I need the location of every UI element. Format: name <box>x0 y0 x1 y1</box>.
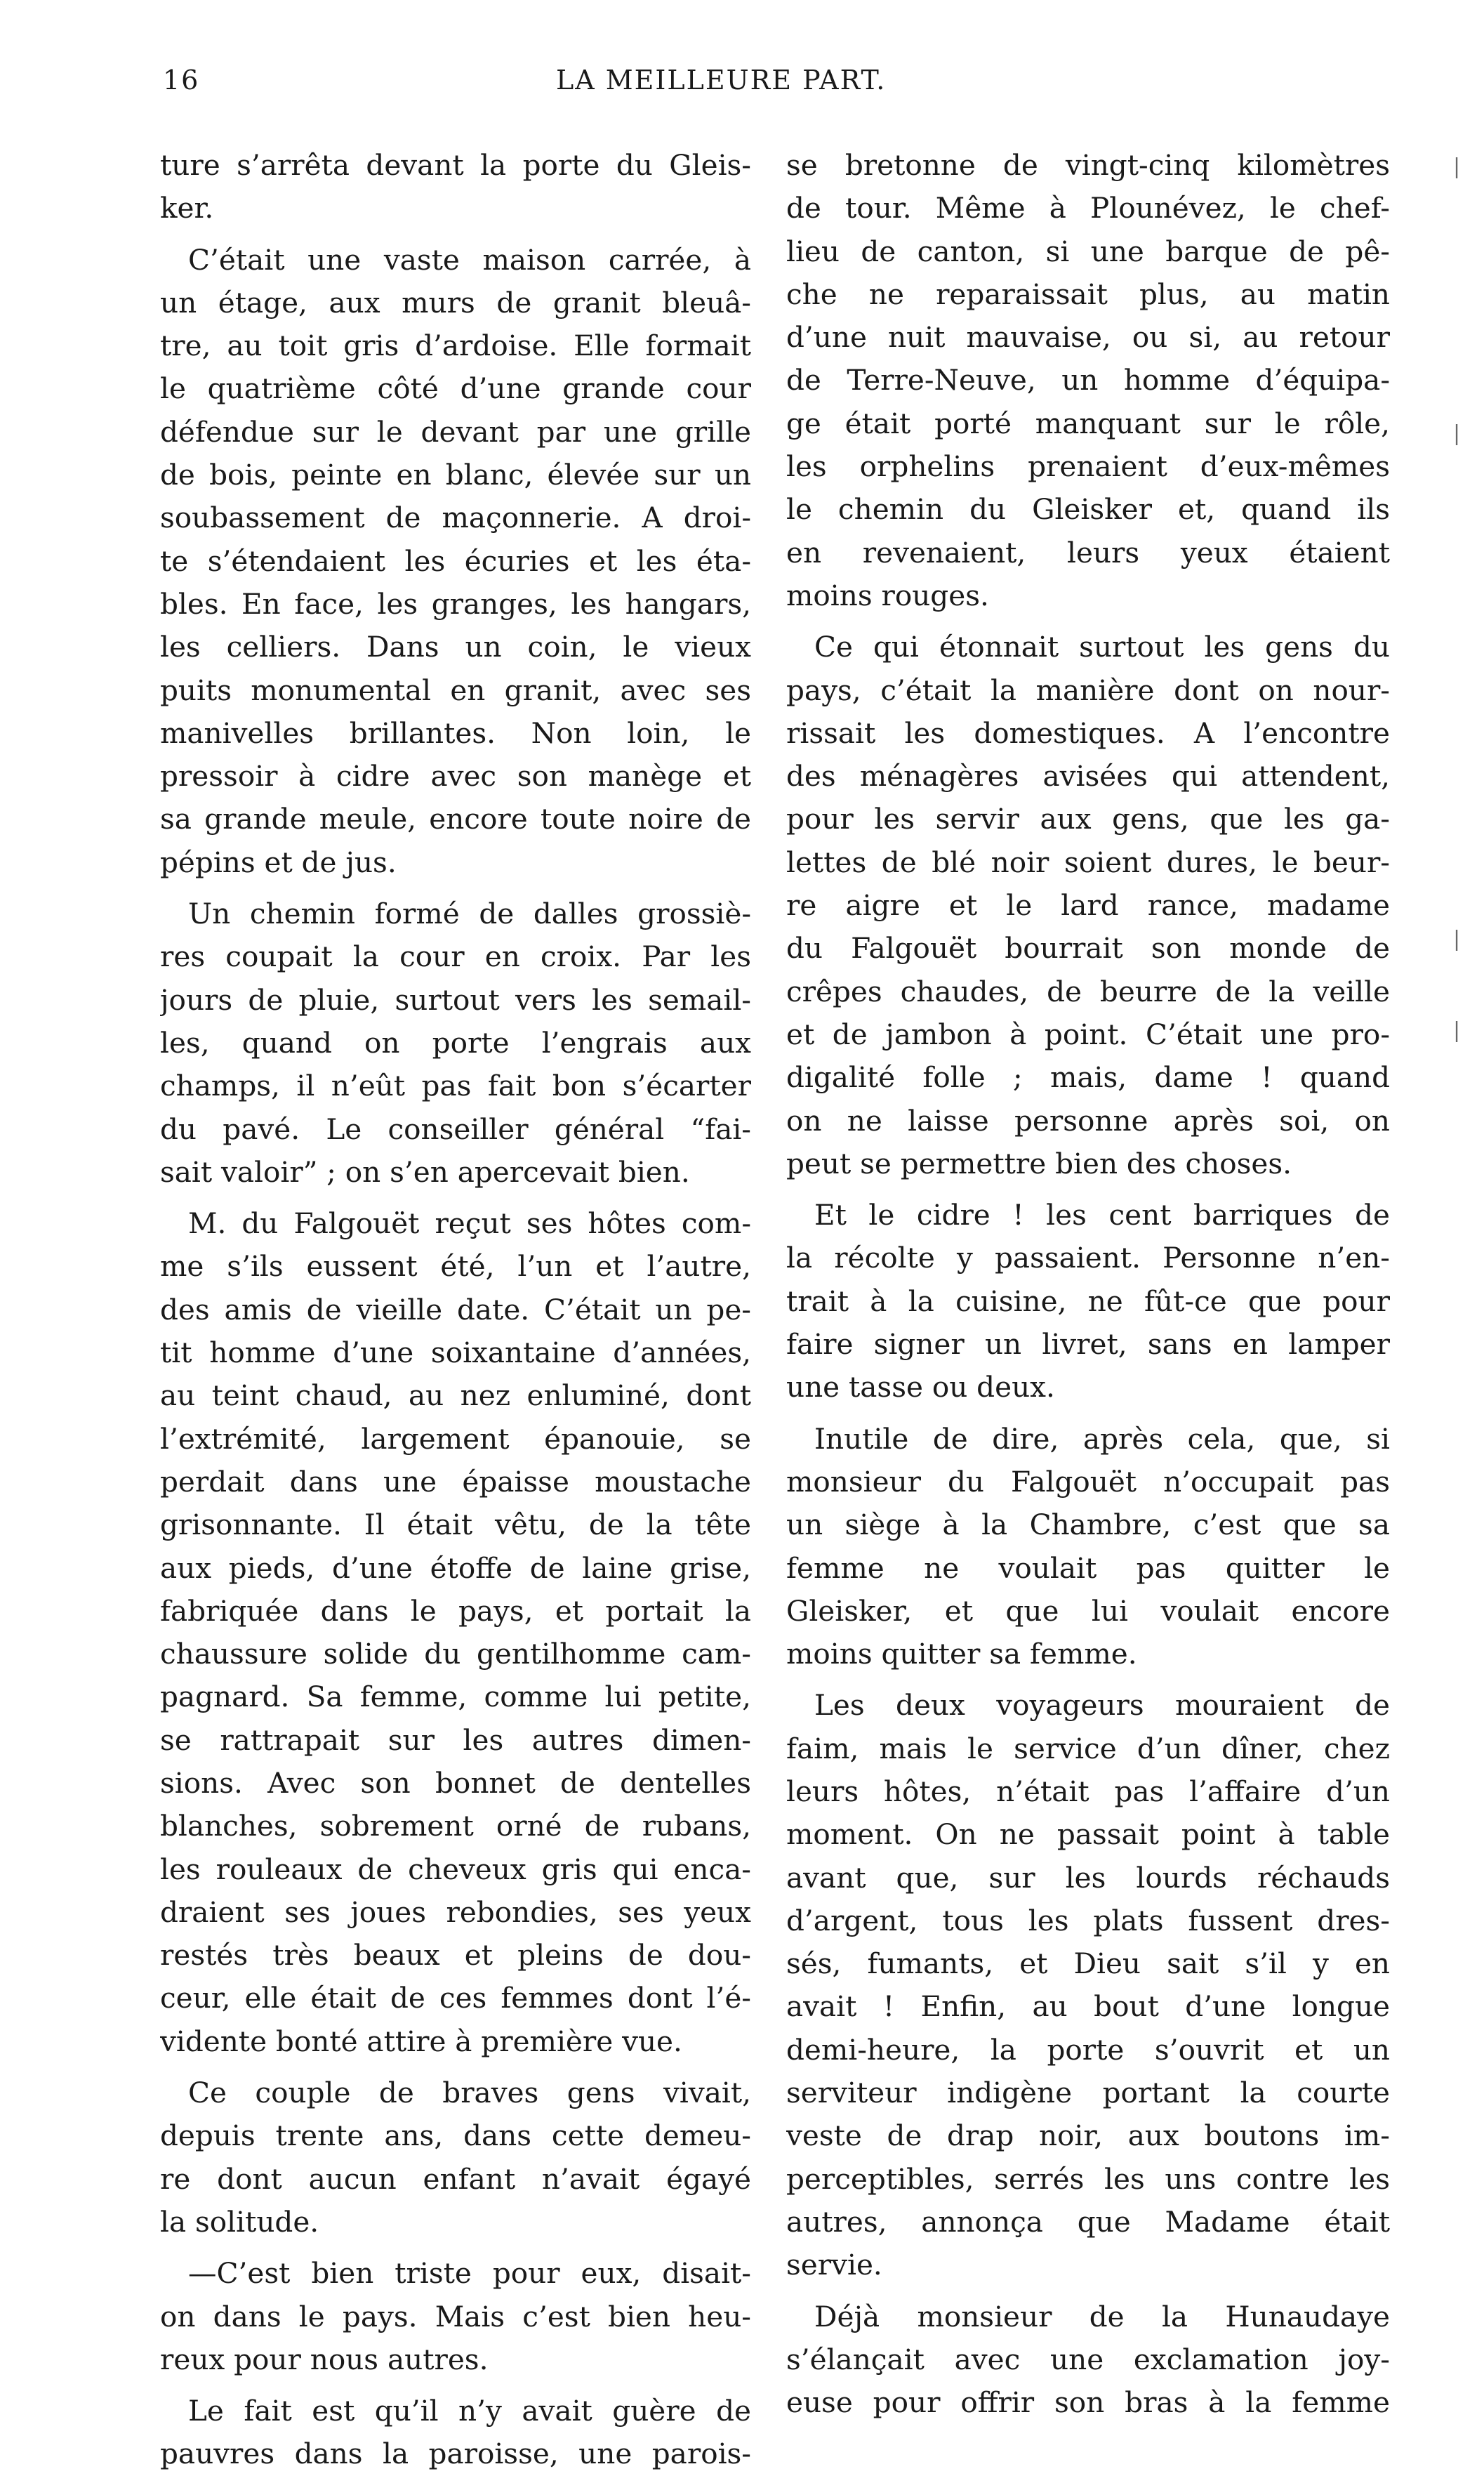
text-line: serviteur indigène portant la courte <box>786 2076 1390 2110</box>
text-line: les celliers. Dans un coin, le vieux <box>160 630 751 664</box>
text-line: M. du Falgouët reçut ses hôtes com- <box>188 1206 751 1241</box>
text-line: servie. <box>786 2248 882 2282</box>
text-line: bles. En face, les granges, les hangars, <box>160 586 751 621</box>
text-line: d’une nuit mauvaise, ou si, au retour <box>786 320 1390 355</box>
text-line: se rattrapait sur les autres dimen- <box>160 1723 751 1757</box>
text-line: la solitude. <box>160 2204 319 2239</box>
text-line: un siège à la Chambre, c’est que sa <box>786 1508 1390 1542</box>
text-line: de Terre-Neuve, un homme d’équipa- <box>786 363 1390 397</box>
text-line: demi-heure, la porte s’ouvrit et un <box>786 2032 1390 2067</box>
text-line: pressoir à cidre avec son manège et <box>160 759 751 793</box>
text-line: du pavé. Le conseiller général “fai- <box>160 1112 751 1146</box>
text-line: trait à la cuisine, ne fût-ce que pour <box>786 1284 1390 1318</box>
text-line: blanches, sobrement orné de rubans, <box>160 1809 751 1843</box>
text-line: pépins et de jus. <box>160 845 397 879</box>
text-line: te s’étendaient les écuries et les éta- <box>160 544 751 578</box>
text-line: un étage, aux murs de granit bleuâ- <box>160 285 751 320</box>
text-line: les orphelins prenaient d’eux-mêmes <box>786 449 1390 484</box>
margin-mark: | <box>1453 154 1461 179</box>
paragraph-gap <box>786 1409 1390 1418</box>
text-line: lieu de canton, si une barque de pê- <box>786 234 1390 268</box>
text-line: ge était porté manquant sur le rôle, <box>786 406 1390 440</box>
text-line: champs, il n’eût pas fait bon s’écarter <box>160 1069 751 1103</box>
text-line: pauvres dans la paroisse, une parois- <box>160 2437 751 2471</box>
paragraph-gap <box>160 2381 751 2390</box>
text-line: Et le cidre ! les cent barriques de <box>814 1198 1390 1232</box>
text-line: moins rouges. <box>786 578 989 612</box>
text-line: les rouleaux de cheveux gris qui enca- <box>160 1852 751 1886</box>
text-line: veste de drap noir, aux boutons im- <box>786 2119 1390 2153</box>
margin-mark: | <box>1453 927 1461 951</box>
text-line: moins quitter sa femme. <box>786 1637 1137 1671</box>
text-line: perceptibles, serrés les uns contre les <box>786 2161 1390 2196</box>
text-line: che ne reparaissait plus, au matin <box>786 277 1390 311</box>
text-line: perdait dans une épaisse moustache <box>160 1464 751 1499</box>
paragraph <box>786 1418 1390 1676</box>
paragraph <box>160 893 751 1194</box>
text-line: du Falgouët bourrait son monde de <box>786 931 1390 966</box>
text-line: Déjà monsieur de la Hunaudaye <box>814 2299 1390 2333</box>
text-line: Ce qui étonnait surtout les gens du <box>814 630 1390 664</box>
paragraph <box>786 1684 1390 2286</box>
text-line: Un chemin formé de dalles grossiè- <box>188 897 751 931</box>
text-line: autres, annonça que Madame était <box>786 2204 1390 2239</box>
text-line: défendue sur le devant par une grille <box>160 414 751 449</box>
text-line: femme ne voulait pas quitter le <box>786 1550 1390 1585</box>
text-line: depuis trente ans, dans cette demeu- <box>160 2119 751 2153</box>
text-line: jours de pluie, surtout vers les semail- <box>160 982 751 1017</box>
text-line: pour les servir aux gens, que les ga- <box>786 802 1390 836</box>
right-column <box>786 144 1390 2424</box>
text-line: ceur, elle était de ces femmes dont l’é- <box>160 1981 751 2015</box>
text-line: aux pieds, d’une étoffe de laine grise, <box>160 1550 751 1585</box>
paragraph-gap <box>786 1185 1390 1194</box>
text-line: tit homme d’une soixantaine d’années, <box>160 1336 751 1370</box>
text-line: Inutile de dire, après cela, que, si <box>814 1421 1390 1456</box>
text-line: sa grande meule, encore toute noire de <box>160 802 751 836</box>
text-line: peut se permettre bien des choses. <box>786 1146 1292 1180</box>
text-line: chaussure solide du gentilhomme cam- <box>160 1637 751 1671</box>
text-line: avait ! Enfin, au bout d’une longue <box>786 1989 1390 2024</box>
text-line: C’était une vaste maison carrée, à <box>188 242 751 277</box>
paragraph <box>160 144 751 230</box>
margin-mark: | <box>1453 421 1461 446</box>
text-line: tre, au toit gris d’ardoise. Elle formait <box>160 329 751 363</box>
text-line: ker. <box>160 191 214 225</box>
text-line: draient ses joues rebondies, ses yeux <box>160 1895 751 1929</box>
text-line: le chemin du Gleisker et, quand ils <box>786 492 1390 527</box>
text-line: s’élançait avec une exclamation joy- <box>786 2342 1390 2376</box>
text-line: restés très beaux et pleins de dou- <box>160 1938 751 1973</box>
text-line: puits monumental en granit, avec ses <box>160 673 751 707</box>
text-line: sions. Avec son bonnet de dentelles <box>160 1765 751 1800</box>
text-line: Le fait est qu’il n’y avait guère de <box>188 2394 751 2428</box>
page-header <box>163 65 1314 107</box>
text-line: d’argent, tous les plats fussent dres- <box>786 1903 1390 1937</box>
text-line: et de jambon à point. C’était une pro- <box>786 1017 1390 1051</box>
left-column <box>160 144 751 2476</box>
text-line: manivelles brillantes. Non loin, le <box>160 716 751 750</box>
text-line: une tasse ou deux. <box>786 1370 1055 1404</box>
paragraph-gap <box>160 2244 751 2252</box>
running-title: LA MEILLEURE PART. <box>556 65 887 96</box>
text-line: re aigre et le lard rance, madame <box>786 888 1390 923</box>
text-line: fabriquée dans le pays, et portait la <box>160 1593 751 1628</box>
text-line: re dont aucun enfant n’avait égayé <box>160 2161 751 2196</box>
text-line: se bretonne de vingt-cinq kilomètres <box>786 148 1390 182</box>
paragraph-gap <box>160 884 751 893</box>
text-line: l’extrémité, largement épanouie, se <box>160 1421 751 1456</box>
margin-mark: | <box>1453 1018 1461 1043</box>
text-line: de bois, peinte en blanc, élevée sur un <box>160 458 751 492</box>
text-line: me s’ils eussent été, l’un et l’autre, <box>160 1249 751 1284</box>
paragraph <box>786 626 1390 1185</box>
text-line: crêpes chaudes, de beurre de la veille <box>786 974 1390 1008</box>
paragraph <box>160 2390 751 2476</box>
text-line: on dans le pays. Mais c’est bien heu- <box>160 2299 751 2333</box>
paragraph <box>786 144 1390 617</box>
paragraph <box>786 1194 1390 1409</box>
text-line: reux pour nous autres. <box>160 2342 489 2376</box>
paragraph <box>160 1202 751 2063</box>
text-line: avant que, sur les lourds réchauds <box>786 1860 1390 1895</box>
text-line: leurs hôtes, n’était pas l’affaire d’un <box>786 1774 1390 1808</box>
text-line: faire signer un livret, sans en lamper <box>786 1327 1390 1362</box>
text-line: faim, mais le service d’un dîner, chez <box>786 1731 1390 1765</box>
paragraph-gap <box>786 2287 1390 2296</box>
text-line: pays, c’était la manière dont on nour- <box>786 673 1390 707</box>
text-line: le quatrième côté d’une grande cour <box>160 371 751 406</box>
paragraph-gap <box>160 2063 751 2072</box>
paragraph <box>160 2072 751 2244</box>
paragraph <box>160 239 751 884</box>
text-line: —C’est bien triste pour eux, disait- <box>188 2256 751 2291</box>
text-line: sait valoir” ; on s’en apercevait bien. <box>160 1154 690 1189</box>
text-line: de tour. Même à Plounévez, le chef- <box>786 191 1390 225</box>
text-line: la récolte y passaient. Personne n’en- <box>786 1241 1390 1275</box>
text-line: pagnard. Sa femme, comme lui petite, <box>160 1680 751 1714</box>
text-line: rissait les domestiques. A l’encontre <box>786 716 1390 750</box>
text-line: digalité folle ; mais, dame ! quand <box>786 1060 1390 1095</box>
text-line: des ménagères avisées qui attendent, <box>786 759 1390 793</box>
text-line: au teint chaud, au nez enluminé, dont <box>160 1378 751 1413</box>
text-line: des amis de vieille date. C’était un pe- <box>160 1292 751 1326</box>
text-line: monsieur du Falgouët n’occupait pas <box>786 1464 1390 1499</box>
text-line: res coupait la cour en croix. Par les <box>160 940 751 974</box>
text-line: moment. On ne passait point à table <box>786 1817 1390 1852</box>
page-number: 16 <box>163 65 200 96</box>
paragraph <box>160 2252 751 2381</box>
text-line: ture s’arrêta devant la porte du Gleis- <box>160 148 751 182</box>
text-line: grisonnante. Il était vêtu, de la tête <box>160 1508 751 1542</box>
text-line: euse pour offrir son bras à la femme <box>786 2385 1390 2420</box>
text-line: Gleisker, et que lui voulait encore <box>786 1593 1390 1628</box>
text-line: lettes de blé noir soient dures, le beur- <box>786 845 1390 879</box>
text-line: Ce couple de braves gens vivait, <box>188 2076 751 2110</box>
text-line: on ne laisse personne après soi, on <box>786 1103 1390 1138</box>
text-line: sés, fumants, et Dieu sait s’il y en <box>786 1947 1390 1981</box>
text-line: vidente bonté attire à première vue. <box>160 2024 682 2058</box>
paragraph-gap <box>160 230 751 239</box>
text-line: les, quand on porte l’engrais aux <box>160 1025 751 1060</box>
paragraph <box>786 2296 1390 2425</box>
paragraph-gap <box>160 1194 751 1202</box>
text-line: soubassement de maçonnerie. A droi- <box>160 501 751 535</box>
text-line: en revenaient, leurs yeux étaient <box>786 535 1390 569</box>
paragraph-gap <box>786 617 1390 626</box>
text-line: Les deux voyageurs mouraient de <box>814 1688 1390 1723</box>
paragraph-gap <box>786 1675 1390 1684</box>
